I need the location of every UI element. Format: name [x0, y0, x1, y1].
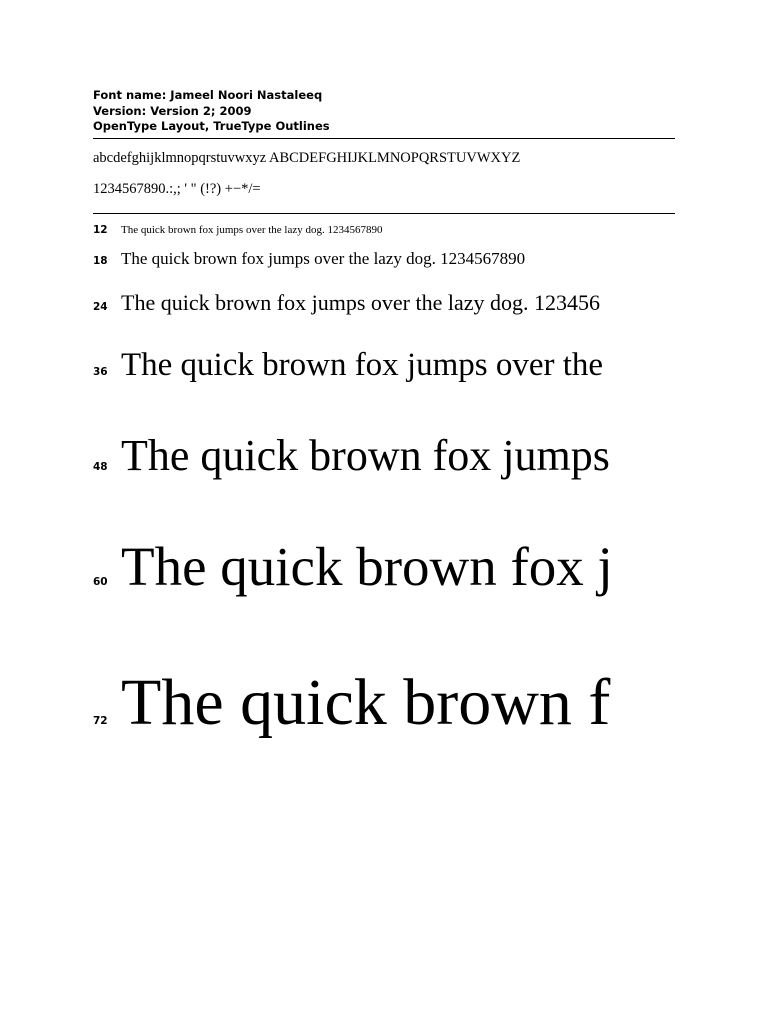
size-label: 36: [93, 366, 108, 378]
sample-row-18: [93, 249, 675, 269]
size-label: 72: [93, 715, 108, 727]
charset-digits-symbols: 1234567890.:,; ' " (!?) +−*/=: [93, 181, 261, 197]
sample-row-36: [93, 347, 675, 384]
top-divider: [93, 138, 675, 139]
layout-line: OpenType Layout, TrueType Outlines: [93, 119, 330, 133]
sample-text: The quick brown fox jumps over the lazy dog. 1234567890: [121, 249, 526, 268]
size-label: 12: [93, 224, 108, 236]
font-name-line: Font name: Jameel Noori Nastaleeq: [93, 88, 323, 102]
sample-row-60: [93, 535, 675, 598]
size-label: 48: [93, 461, 108, 473]
sample-row-24: [93, 290, 675, 316]
charset-divider: [93, 213, 675, 214]
sample-row-72: [93, 665, 675, 741]
sample-text: The quick brown fox j: [121, 536, 613, 597]
sample-text: The quick brown fox jumps over the: [121, 347, 604, 383]
charset-letters: abcdefghijklmnopqrstuvwxyz ABCDEFGHIJKLMNOPQRSTUVWXYZ: [93, 150, 521, 166]
sample-text: The quick brown fox jumps: [121, 431, 610, 480]
size-label: 18: [93, 255, 108, 267]
size-label: 60: [93, 576, 108, 588]
font-info-header: [93, 88, 675, 135]
sample-text: The quick brown fox jumps over the lazy dog. 123456: [121, 290, 601, 315]
sample-row-12: [93, 220, 675, 238]
version-line: Version: Version 2; 2009: [93, 103, 252, 118]
sample-row-48: [93, 430, 675, 481]
sample-text: The quick brown fox jumps over the lazy dog. 1234567890: [121, 224, 383, 236]
size-label: 24: [93, 301, 108, 313]
sample-text: The quick brown f: [121, 666, 611, 739]
